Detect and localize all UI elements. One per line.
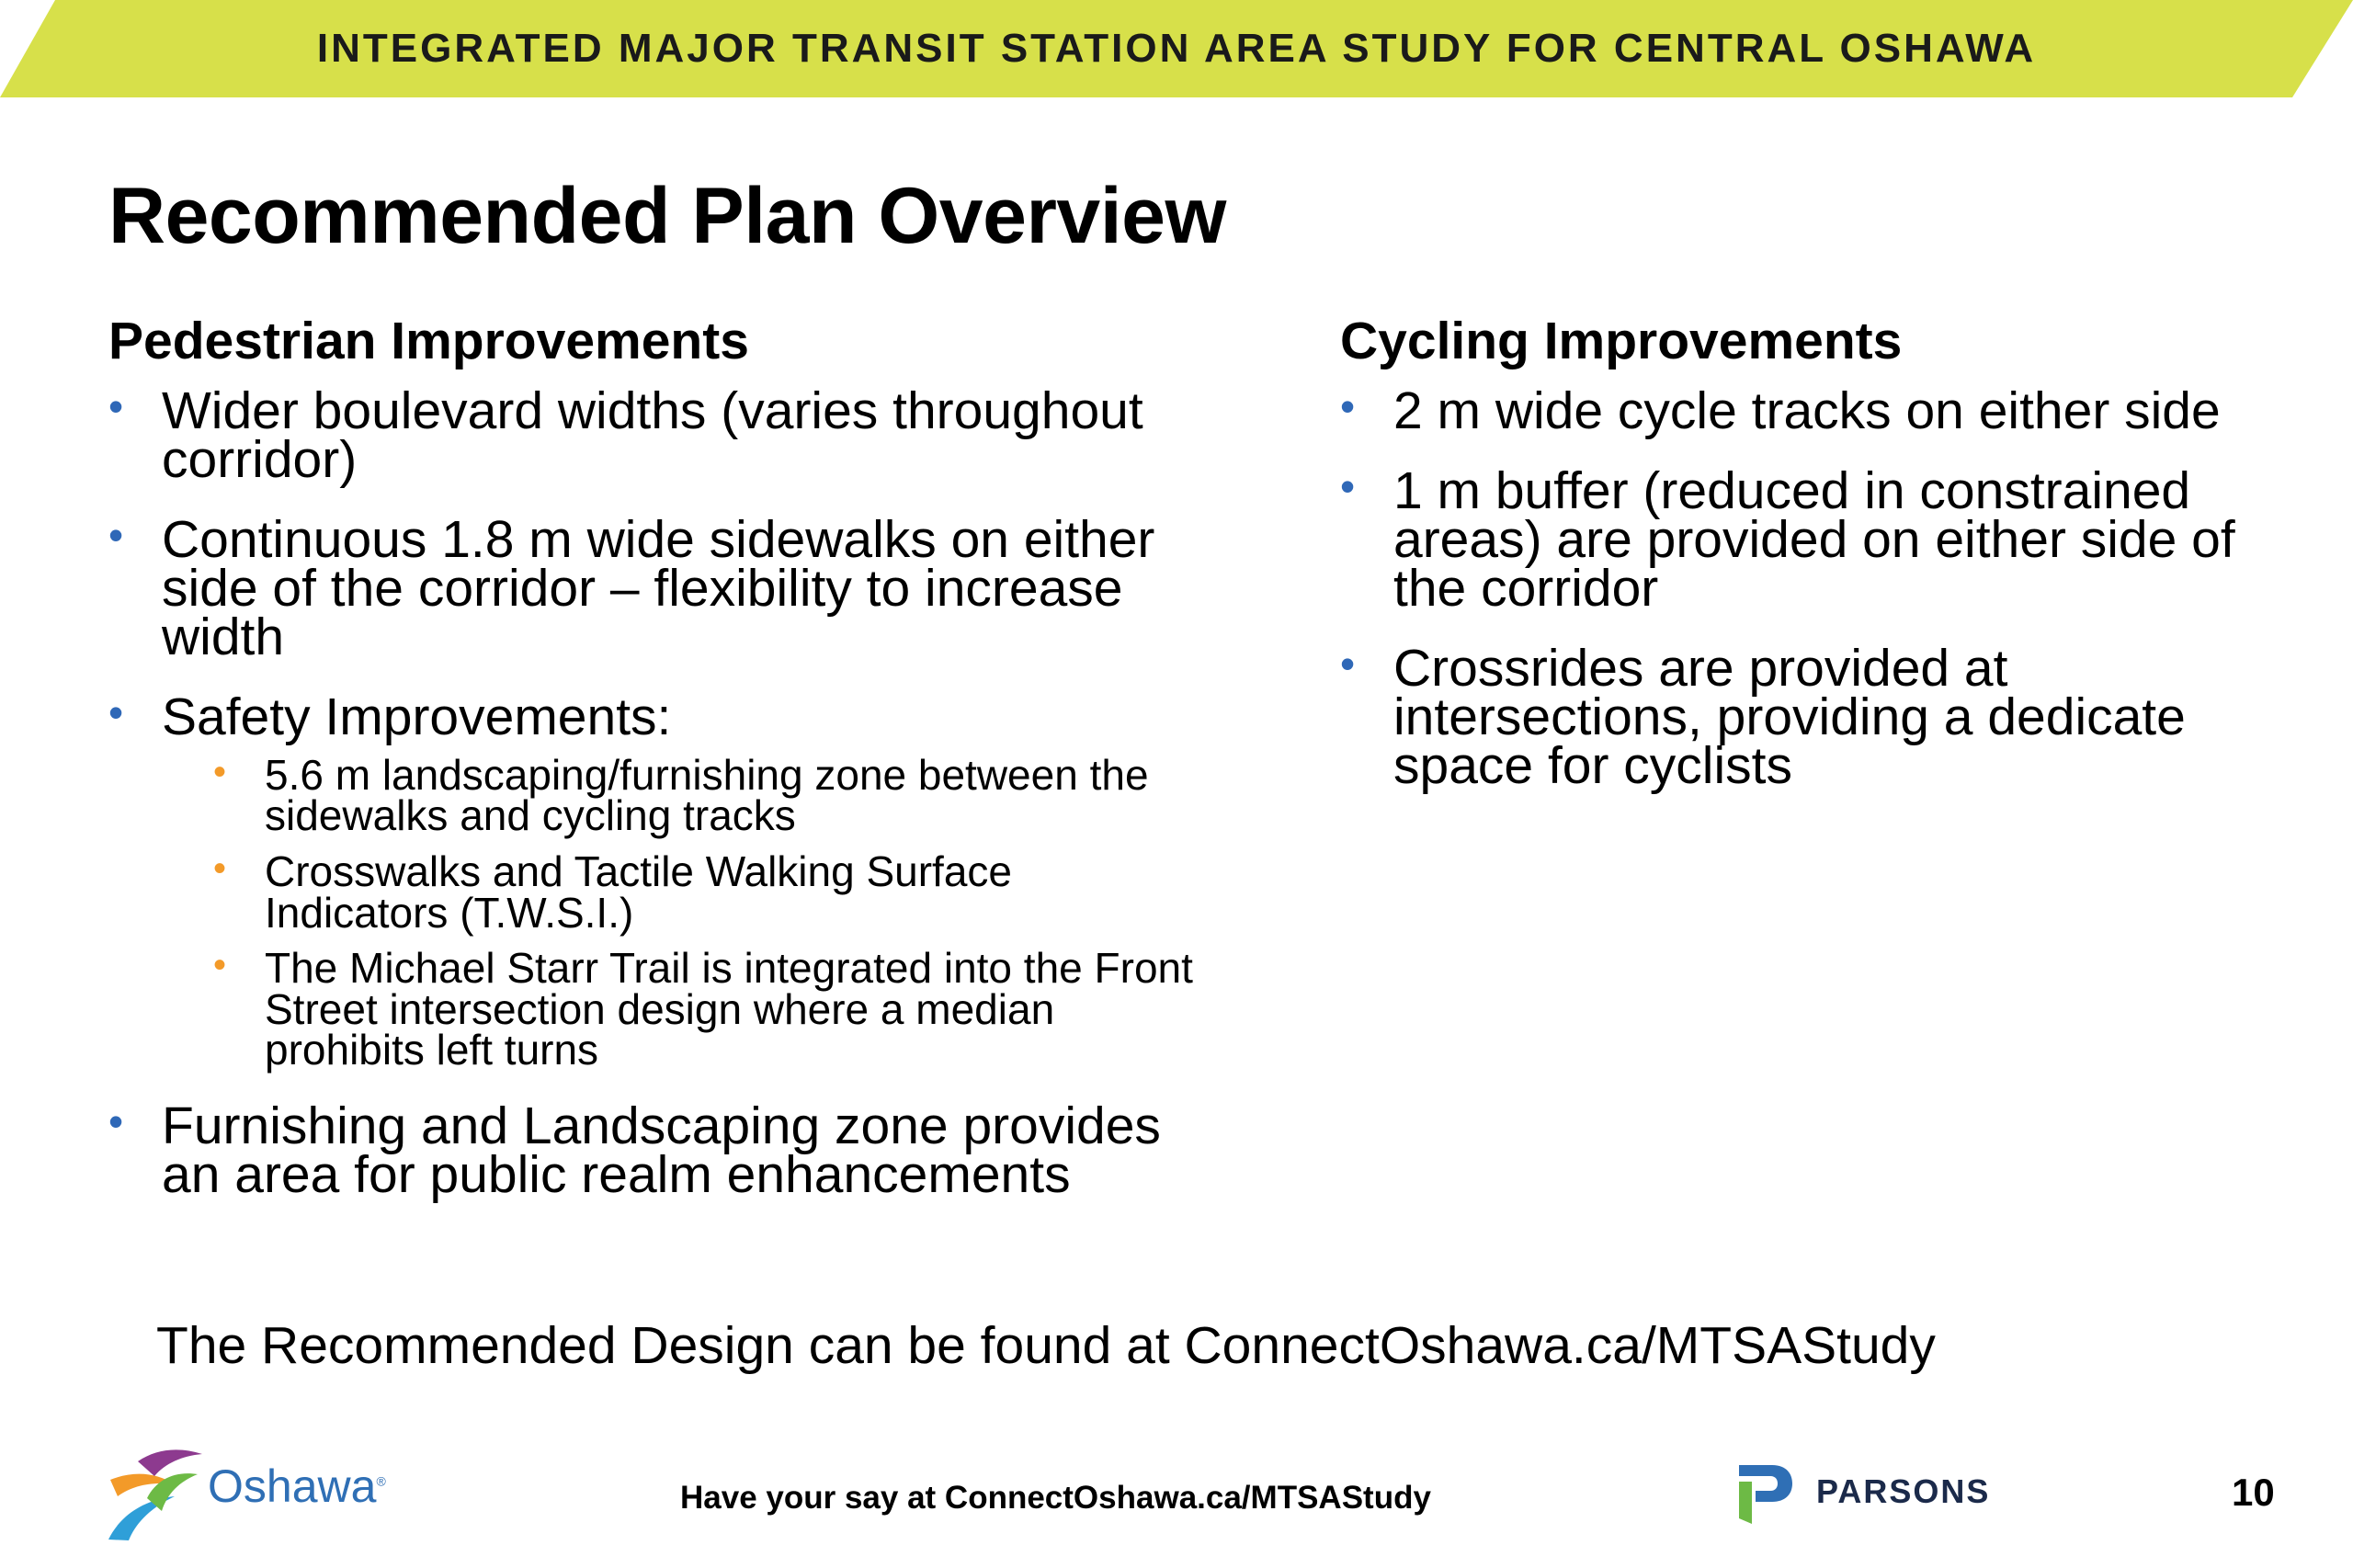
pedestrian-section — [108, 312, 1193, 1231]
safety-label: Safety Improvements: — [162, 687, 672, 746]
pedestrian-heading: Pedestrian Improvements — [108, 312, 749, 370]
cycling-heading: Cycling Improvements — [1340, 312, 1903, 370]
banner-title: INTEGRATED MAJOR TRANSIT STATION AREA STUDY FOR CENTRAL OSHAWA — [316, 26, 2037, 71]
registered-mark: ® — [376, 1473, 386, 1489]
footer-have-your-say: Have your say at ConnectOshawa.ca/MTSAStudy — [680, 1480, 1431, 1516]
safety-subitem-crosswalks: • Crosswalks and Tactile Walking Surface Indicators (T.W.S.I.) — [162, 851, 1193, 933]
page-title: Recommended Plan Overview — [108, 172, 1226, 260]
pedestrian-item-safety — [108, 687, 1193, 1074]
oshawa-logo-label: Oshawa — [208, 1460, 377, 1512]
oshawa-logo — [101, 1443, 432, 1544]
parsons-p-icon — [1735, 1460, 1800, 1528]
pedestrian-list — [108, 381, 1193, 1204]
parsons-logo — [1735, 1460, 2066, 1528]
safety-subitem-trail: • The Michael Starr Trail is integrated into the Front Street intersection design where a median prohibits left turns — [162, 948, 1193, 1071]
header-banner — [0, 0, 2353, 97]
pedestrian-item-sidewalks: • Continuous 1.8 m wide sidewalks on either side of the corridor – flexibility to increase width — [108, 516, 1193, 662]
cycling-item-tracks: • 2 m wide cycle tracks on either side — [1340, 387, 2314, 436]
pedestrian-item-boulevard: • Wider boulevard widths (varies throughout corridor) — [108, 387, 1193, 484]
page-number: 10 — [2232, 1471, 2275, 1514]
safety-subitem-landscaping: • 5.6 m landscaping/furnishing zone between the sidewalks and cycling tracks — [162, 755, 1193, 836]
oshawa-swirl-icon — [101, 1443, 211, 1544]
cycling-section — [1340, 312, 2314, 822]
safety-sublist — [162, 750, 1193, 1074]
design-link-text: The Recommended Design can be found at ConnectOshawa.ca/MTSAStudy — [156, 1316, 1936, 1375]
pedestrian-item-furnishing: • Furnishing and Landscaping zone provides an area for public realm enhancements — [108, 1102, 1193, 1199]
oshawa-wordmark — [208, 1460, 386, 1513]
parsons-wordmark: PARSONS — [1816, 1472, 1991, 1510]
cycling-item-crossrides: • Crossrides are provided at intersections, providing a dedicate space for cyclists — [1340, 644, 2314, 790]
cycling-list — [1340, 381, 2314, 795]
cycling-item-buffer: • 1 m buffer (reduced in constrained areas) are provided on either side of the corridor — [1340, 467, 2314, 613]
